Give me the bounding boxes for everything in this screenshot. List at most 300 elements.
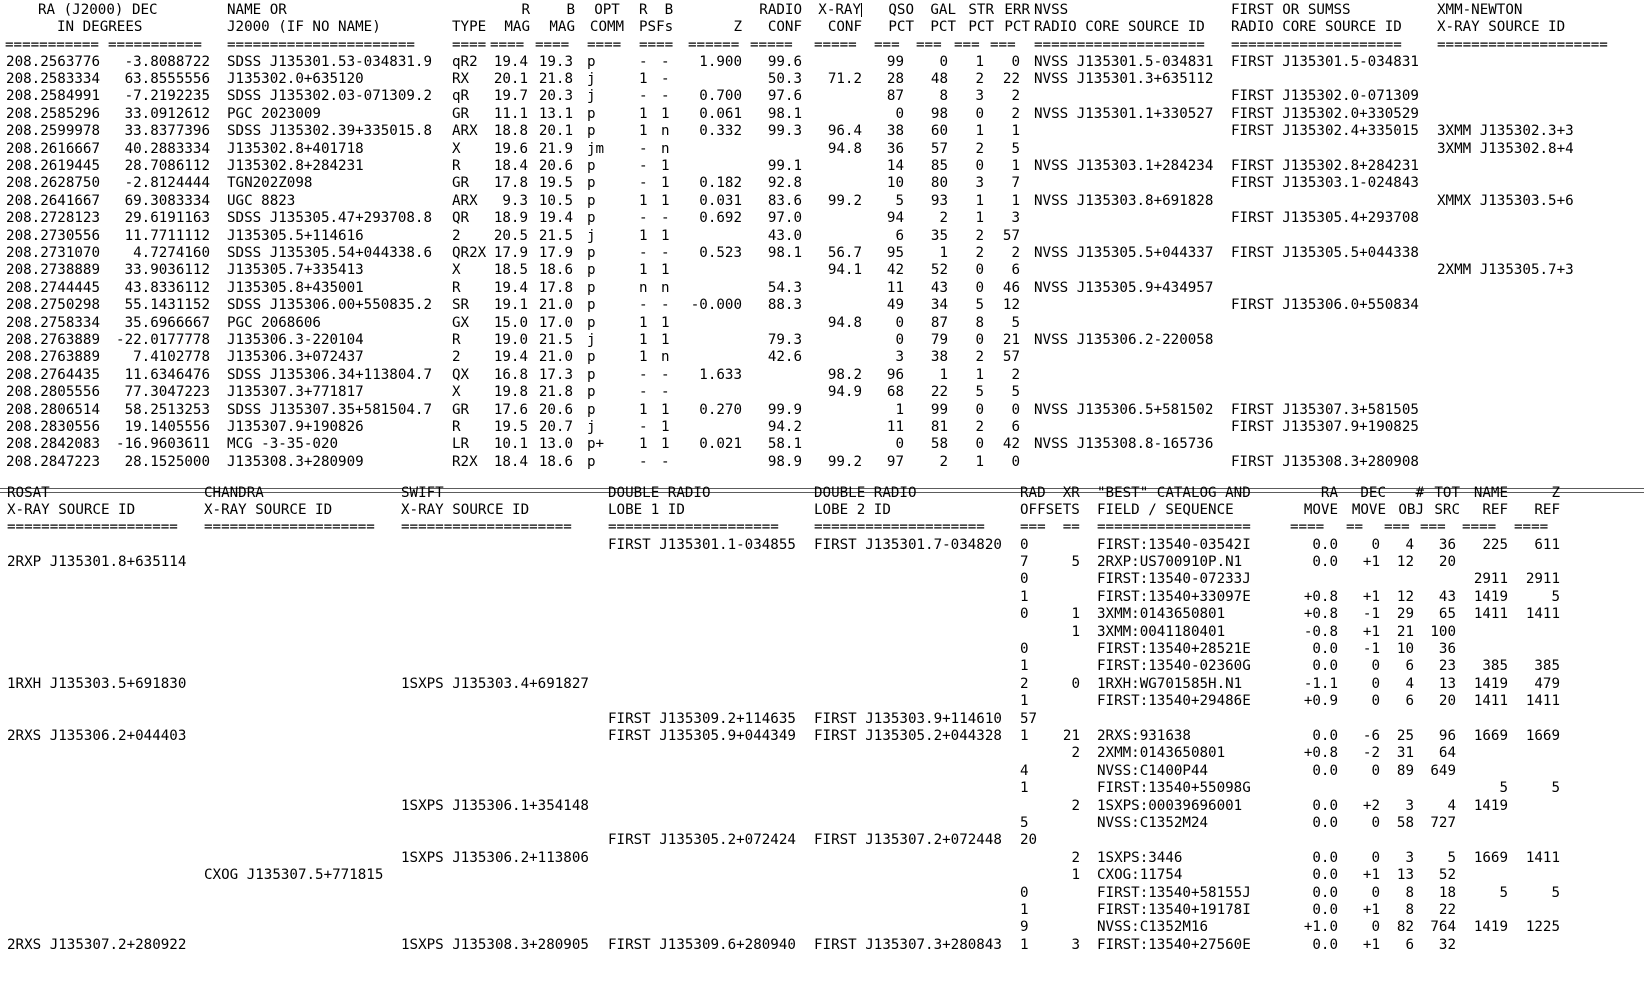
table-row[interactable] [0,798,1644,816]
cell-err: 42 [1002,436,1020,453]
cell-ramove: +0.8 [1303,588,1338,605]
cell-nvss: NVSS J135306.5+581502 [1034,401,1214,418]
cell-bmag: 20.7 [538,418,573,435]
cell-bmag: 19.3 [538,53,573,70]
table-row[interactable] [0,711,1644,729]
text-cursor [861,3,862,17]
cell-gal: 99 [930,401,948,418]
cell-ra: 208.2830556 [6,418,100,435]
table-row[interactable] [0,158,1644,176]
cell-best: FIRST:13540+55098G [1097,780,1251,797]
cell-nobj: 6 [1405,693,1414,710]
separator-nref: ==== [1462,519,1497,536]
column-header-ra: IN DEGREES [57,19,143,36]
cell-name: SDSS J135307.35+581504.7 [227,401,432,418]
cell-ra: 208.2763889 [6,349,100,366]
cell-psfb: 1 [661,175,670,192]
cell-type: R [452,331,461,348]
cell-psfr: 1 [639,192,648,209]
table-row[interactable] [0,537,1644,555]
cell-best: 2RXP:US700910P.N1 [1097,553,1243,570]
cell-nref: 1419 [1473,675,1508,692]
cell-best: FIRST:13540-02360G [1097,658,1251,675]
column-header-err: ERR [1004,2,1030,18]
table-row[interactable] [0,88,1644,106]
table-row[interactable] [0,436,1644,454]
cell-zref: 479 [1534,675,1560,692]
cell-rad: 1 [1020,588,1029,605]
cell-best: 1SXPS:00039696001 [1097,797,1243,814]
cell-z: 0.182 [699,175,742,192]
cell-decmove: +1 [1362,588,1380,605]
cell-best: NVSS:C1400P44 [1097,762,1209,779]
column-header-nobj: # [1415,484,1424,501]
cell-type: X [452,262,461,279]
cell-str: 0 [975,331,984,348]
cell-ramove: +0.8 [1303,745,1338,762]
cell-qso: 6 [895,227,904,244]
cell-psfb: - [661,366,670,383]
cell-xr: 2 [1071,797,1080,814]
cell-decmove: 0 [1371,919,1380,936]
cell-best: FIRST:13540+58155J [1097,884,1251,901]
cell-tot: 32 [1438,936,1456,953]
cell-err: 0 [1011,53,1020,70]
table-row[interactable] [0,745,1644,763]
cell-ramove: +1.0 [1303,919,1338,936]
cell-str: 3 [975,175,984,192]
cell-err: 21 [1002,331,1020,348]
cell-bmag: 21.0 [538,297,573,314]
cell-err: 5 [1011,384,1020,401]
column-header-first: FIRST OR SUMSS [1231,2,1351,18]
cell-ra: 208.2738889 [6,262,100,279]
table-row[interactable] [0,780,1644,798]
cell-tot: 20 [1438,553,1456,570]
cell-type: qR [452,88,470,105]
table-row[interactable] [0,402,1644,420]
cell-dec: 40.2883334 [124,140,210,157]
cell-name: SDSS J135302.39+335015.8 [227,123,432,140]
cell-ramove: 0.0 [1312,640,1338,657]
cell-dec: -7.2192235 [124,88,210,105]
cell-str: 8 [975,314,984,331]
table-row[interactable] [0,262,1644,280]
cell-rad: 7 [1020,553,1029,570]
cell-psfr: 1 [639,314,648,331]
cell-z: 0.270 [699,401,742,418]
cell-bmag: 21.8 [538,384,573,401]
column-header-err: PCT [1004,19,1030,36]
cell-err: 1 [1011,123,1020,140]
table-row[interactable] [0,832,1644,850]
cell-str: 1 [975,123,984,140]
separator-rmag: ==== [490,36,525,53]
cell-qso: 0 [895,436,904,453]
separator-best: ================== [1097,519,1251,536]
table-row[interactable] [0,676,1644,694]
cell-xray: 99.2 [827,453,862,470]
column-header-rosat: ROSAT [7,484,50,501]
cell-best: FIRST:13540+19178I [1097,901,1251,918]
table-row[interactable] [0,454,1644,472]
cell-rad: 0 [1020,884,1029,901]
cell-radio: 50.3 [767,70,802,87]
cell-bmag: 21.8 [538,70,573,87]
cell-opt: p [587,279,596,296]
column-header-best: FIELD / SEQUENCE [1097,502,1234,518]
cell-ra: 208.2744445 [6,279,100,296]
separator-rad: === == [1020,519,1080,536]
cell-tot: 52 [1438,867,1456,884]
cell-first: FIRST J135302.8+284231 [1231,157,1419,174]
separator-radio: ===== [750,36,793,53]
cell-name: SDSS J135305.47+293708.8 [227,210,432,227]
table-row[interactable] [0,384,1644,402]
cell-first: FIRST J135302.0-071309 [1231,88,1419,105]
cell-gal: 43 [930,279,948,296]
table-row[interactable] [0,589,1644,607]
cell-z: 0.332 [699,123,742,140]
cell-qso: 36 [886,140,904,157]
cell-ra: 208.2750298 [6,297,100,314]
cell-first: FIRST J135302.4+335015 [1231,123,1419,140]
cell-opt: p [587,157,596,174]
cell-tot: 4 [1447,797,1456,814]
cell-nobj: 3 [1405,849,1414,866]
cell-bmag: 20.1 [538,123,573,140]
cell-rad: 1 [1020,693,1029,710]
table-row[interactable] [0,245,1644,263]
cell-name: J135302.0+635120 [227,70,364,87]
cell-qso: 49 [886,297,904,314]
separator-dec: =========== [108,36,202,53]
cell-lobe2: FIRST J135305.2+044328 [814,727,1002,744]
cell-lobe2: FIRST J135307.3+280843 [814,936,1002,953]
cell-err: 6 [1011,262,1020,279]
cell-rmag: 18.8 [493,123,528,140]
separator-lobe2: ==================== [814,519,985,536]
column-header-decmove: MOVE [1351,502,1386,518]
cell-xr: 1 [1071,606,1080,623]
table-row[interactable] [0,106,1644,124]
cell-name: PGC 2068606 [227,314,321,331]
cell-radio: 99.3 [767,123,802,140]
cell-str: 1 [975,366,984,383]
table-row[interactable] [0,193,1644,211]
cell-nref: 385 [1482,658,1508,675]
cell-nref: 1669 [1473,727,1508,744]
cell-type: GR [452,105,470,122]
cell-psfb: 1 [661,436,670,453]
cell-psfr: 1 [639,436,648,453]
table-row[interactable] [0,297,1644,315]
cell-xray: 96.4 [827,123,862,140]
separator-bmag: ==== [535,36,570,53]
cell-ra: 208.2758334 [6,314,100,331]
table-row[interactable] [0,815,1644,833]
cell-str: 2 [975,70,984,87]
cell-err: 1 [1011,157,1020,174]
table-row[interactable] [0,763,1644,781]
cell-z: 0.031 [699,192,742,209]
table-row[interactable] [0,175,1644,193]
table-row[interactable] [0,885,1644,903]
bottom-table-pane [0,484,1644,992]
cell-nref: 5 [1499,780,1508,797]
cell-tot: 764 [1430,919,1456,936]
cell-radio: 79.3 [767,331,802,348]
cell-xr: 5 [1071,553,1080,570]
column-header-qso: PCT [888,19,914,36]
cell-err: 0 [1011,401,1020,418]
cell-type: ARX [452,192,478,209]
cell-best: FIRST:13540+29486E [1097,693,1251,710]
top-header-separator [0,37,1644,55]
table-row[interactable] [0,54,1644,72]
cell-gal: 8 [939,88,948,105]
cell-name: J135307.9+190826 [227,418,364,435]
table-row[interactable] [0,554,1644,572]
cell-gal: 81 [930,418,948,435]
cell-bmag: 21.5 [538,331,573,348]
cell-gal: 98 [930,105,948,122]
cell-qso: 14 [886,157,904,174]
cell-type: 2 [452,227,461,244]
cell-bmag: 17.0 [538,314,573,331]
cell-psfr: 1 [639,401,648,418]
cell-opt: p [587,192,596,209]
cell-psfr: - [639,140,648,157]
cell-psfb: - [661,88,670,105]
cell-first: FIRST J135306.0+550834 [1231,297,1419,314]
cell-ramove: 0.0 [1312,936,1338,953]
separator-gal: === [916,36,942,53]
table-row[interactable] [0,228,1644,246]
column-header-ramove: RA [1320,484,1338,501]
cell-opt: p [587,384,596,401]
cell-str: 2 [975,227,984,244]
cell-z: 0.523 [699,244,742,261]
cell-psfb: - [661,244,670,261]
cell-z: 1.633 [699,366,742,383]
cell-xmm: XMMX J135303.5+6 [1437,192,1574,209]
cell-name: J135307.3+771817 [227,384,364,401]
cell-err: 3 [1011,210,1020,227]
cell-ramove: -0.8 [1303,623,1338,640]
cell-opt: p [587,297,596,314]
cell-gal: 2 [939,453,948,470]
cell-type: 2 [452,349,461,366]
cell-z: 0.061 [699,105,742,122]
cell-rmag: 19.8 [493,384,528,401]
table-row[interactable] [0,728,1644,746]
table-row[interactable] [0,606,1644,624]
cell-err: 7 [1011,175,1020,192]
cell-psfr: - [639,384,648,401]
cell-err: 12 [1002,297,1020,314]
cell-ramove: 0.0 [1312,867,1338,884]
table-row[interactable] [0,902,1644,920]
cell-xr: 3 [1071,936,1080,953]
cell-dec: 69.3083334 [124,192,210,209]
table-row[interactable] [0,937,1644,955]
cell-dec: 11.7711112 [124,227,210,244]
table-row[interactable] [0,571,1644,589]
cell-dec: 33.8377396 [124,123,210,140]
cell-gal: 48 [930,70,948,87]
cell-ramove: 0.0 [1312,762,1338,779]
cell-nvss: NVSS J135308.8-165736 [1034,436,1214,453]
cell-type: LR [452,436,470,453]
cell-bmag: 13.0 [538,436,573,453]
table-row[interactable] [0,624,1644,642]
cell-decmove: -2 [1362,745,1380,762]
cell-lobe1: FIRST J135305.2+072424 [608,832,796,849]
cell-str: 1 [975,53,984,70]
cell-z: 0.692 [699,210,742,227]
cell-nvss: NVSS J135306.2-220058 [1034,331,1214,348]
cell-bmag: 18.6 [538,453,573,470]
cell-str: 5 [975,297,984,314]
cell-xray: 98.2 [827,366,862,383]
cell-bmag: 17.8 [538,279,573,296]
cell-dec: -22.0177778 [116,331,210,348]
cell-name: J135305.8+435001 [227,279,364,296]
cell-psfb: 1 [661,418,670,435]
cell-lobe1: FIRST J135309.2+114635 [608,710,796,727]
table-row[interactable] [0,123,1644,141]
column-header-rad: RAD XR [1020,484,1080,501]
separator-xmm: ==================== [1437,36,1608,53]
cell-err: 5 [1011,140,1020,157]
cell-xray: 99.2 [827,192,862,209]
cell-psfr: - [639,53,648,70]
table-row[interactable] [0,141,1644,159]
table-row[interactable] [0,419,1644,437]
cell-rmag: 15.0 [493,314,528,331]
cell-gal: 58 [930,436,948,453]
cell-zref: 1225 [1525,919,1560,936]
cell-rmag: 19.4 [493,349,528,366]
cell-rad: 2 [1020,675,1029,692]
table-row[interactable] [0,658,1644,676]
cell-nvss: NVSS J135301.1+330527 [1034,105,1214,122]
cell-gal: 85 [930,157,948,174]
table-row[interactable] [0,867,1644,885]
cell-ra: 208.2806514 [6,401,100,418]
cell-swift: 1SXPS J135308.3+280905 [401,936,589,953]
cell-dec: -2.8124444 [124,175,210,192]
column-header-first: RADIO CORE SOURCE ID [1231,19,1402,36]
cell-type: RX [452,70,470,87]
cell-xmm: 3XMM J135302.8+4 [1437,140,1574,157]
column-header-name: NAME OR [227,2,287,18]
cell-dec: 63.8555556 [124,70,210,87]
cell-err: 22 [1002,70,1020,87]
cell-opt: p [587,123,596,140]
cell-name: PGC 2023009 [227,105,321,122]
cell-psfr: - [639,88,648,105]
cell-psfr: - [639,244,648,261]
table-row[interactable] [0,693,1644,711]
cell-ra: 208.2628750 [6,175,100,192]
cell-radio: 99.6 [767,53,802,70]
cell-rmag: 18.4 [493,453,528,470]
cell-radio: 42.6 [767,349,802,366]
cell-decmove: +1 [1362,901,1380,918]
table-row[interactable] [0,850,1644,868]
column-header-nvss: NVSS [1034,2,1069,18]
table-row[interactable] [0,315,1644,333]
cell-best: 3XMM:0041180401 [1097,623,1226,640]
cell-decmove: 0 [1371,693,1380,710]
cell-best: FIRST:13540+28521E [1097,640,1251,657]
cell-psfb: - [661,297,670,314]
cell-radio: 58.1 [767,436,802,453]
cell-qso: 99 [886,53,904,70]
cell-nvss: NVSS J135305.5+044337 [1034,244,1214,261]
cell-dec: 43.8336112 [124,279,210,296]
cell-ra: 208.2619445 [6,157,100,174]
cell-type: SR [452,297,470,314]
cell-xray: 94.1 [827,262,862,279]
cell-lobe1: FIRST J135301.1-034855 [608,536,796,553]
column-header-bmag: MAG [549,19,575,36]
cell-ra: 208.2731070 [6,244,100,261]
bottom-header-line-2 [0,502,1644,520]
cell-decmove: -1 [1362,640,1380,657]
cell-radio: 94.2 [767,418,802,435]
cell-name: J135305.7+335413 [227,262,364,279]
table-row[interactable] [0,280,1644,298]
cell-rad: 1 [1020,780,1029,797]
table-row[interactable] [0,367,1644,385]
table-row[interactable] [0,332,1644,350]
cell-type: X [452,384,461,401]
cell-nobj: 6 [1405,936,1414,953]
cell-opt: jm [587,140,605,157]
cell-best: 3XMM:0143650801 [1097,606,1226,623]
table-row[interactable] [0,641,1644,659]
cell-nvss: NVSS J135305.9+434957 [1034,279,1214,296]
cell-nvss: NVSS J135303.1+284234 [1034,157,1214,174]
table-row[interactable] [0,349,1644,367]
cell-xr: 21 [1062,727,1080,744]
table-row[interactable] [0,71,1644,89]
cell-str: 2 [975,140,984,157]
cell-err: 6 [1011,418,1020,435]
cell-psfb: - [661,453,670,470]
separator-ramove: ==== [1290,519,1325,536]
cell-qso: 5 [895,192,904,209]
cell-opt: j [587,418,596,435]
cell-err: 2 [1011,244,1020,261]
cell-psfr: - [639,366,648,383]
cell-dec: 4.7274160 [133,244,210,261]
cell-ra: 208.2730556 [6,227,100,244]
column-header-nref: NAME [1473,484,1508,501]
cell-str: 0 [975,279,984,296]
cell-qso: 42 [886,262,904,279]
cell-type: R [452,418,461,435]
cell-qso: 96 [886,366,904,383]
cell-name: J135306.3+072437 [227,349,364,366]
table-row[interactable] [0,210,1644,228]
table-row[interactable] [0,919,1644,937]
cell-z: -0.000 [690,297,742,314]
cell-best: NVSS:C1352M16 [1097,919,1209,936]
